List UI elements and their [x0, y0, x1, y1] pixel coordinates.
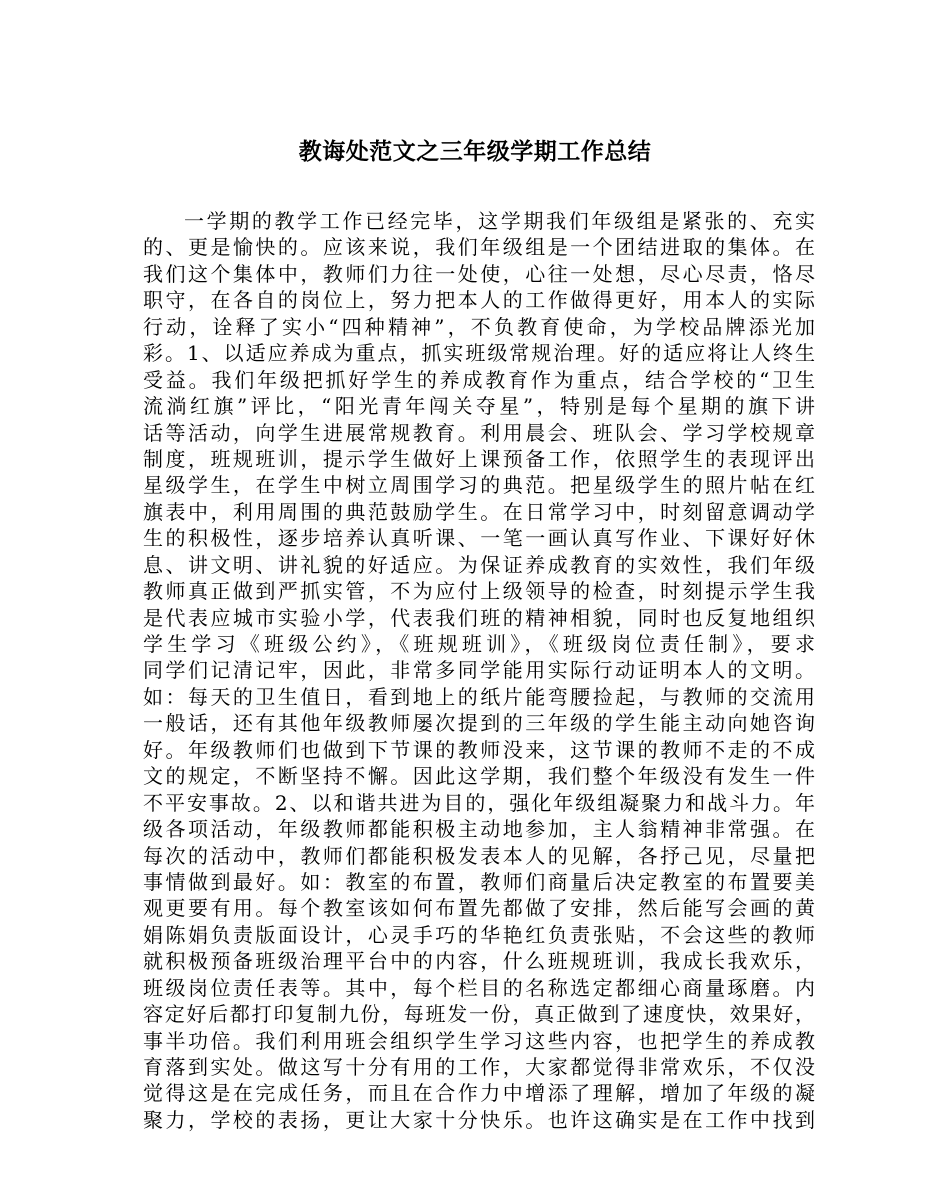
paragraph-line: 一学期的教学工作已经完毕，这学期我们年级组是紧张的、充实: [184, 209, 815, 233]
document-title: 教诲处范文之三年级学期工作总结: [298, 139, 652, 165]
document-body: [143, 208, 815, 1133]
paragraph-line: 星级学生，在学生中树立周围学习的典范。把星级学生的照片帖在红: [143, 473, 815, 498]
paragraph-line: 制度，班规班训，提示学生做好上课预备工作，依照学生的表现评出: [143, 446, 815, 471]
paragraph-line: 的、更是愉快的。应该来说，我们年级组是一个团结进取的集体。在: [143, 235, 815, 260]
paragraph-line: 行动，诠释了实小“四种精神”，不负教育使命，为学校品牌添光加: [143, 314, 815, 339]
paragraph-line: 聚力，学校的表扬，更让大家十分快乐。也许这确实是在工作中找到: [143, 1107, 815, 1132]
paragraph-line: 文的规定，不断坚持不懈。因此这学期，我们整个年级没有发生一件: [143, 764, 815, 789]
paragraph-line: 观更要有用。每个教室该如何布置先都做了安排，然后能写会画的黄: [143, 896, 815, 921]
paragraph-line: 事情做到最好。如：教室的布置，教师们商量后决定教室的布置要美: [143, 869, 815, 894]
paragraph-line: 我们这个集体中，教师们力往一处使，心往一处想，尽心尽责，恪尽: [143, 261, 815, 286]
paragraph-line: 觉得这是在完成任务，而且在合作力中增添了理解，增加了年级的凝: [143, 1081, 815, 1106]
paragraph-line: 事半功倍。我们利用班会组织学生学习这些内容，也把学生的养成教: [143, 1028, 815, 1053]
paragraph-line: 彩。1、以适应养成为重点，抓实班级常规治理。好的适应将让人终生: [143, 341, 815, 366]
paragraph-line: 容定好后都打印复制九份，每班发一份，真正做到了速度快，效果好，: [143, 1002, 815, 1027]
paragraph-line: 同学们记清记牢，因此，非常多同学能用实际行动证明本人的文明。: [143, 658, 815, 683]
paragraph-line: 如：每天的卫生值日，看到地上的纸片能弯腰捡起，与教师的交流用: [143, 684, 815, 709]
paragraph-line: 好。年级教师们也做到下节课的教师没来，这节课的教师不走的不成: [143, 737, 815, 762]
paragraph-line: 流淌红旗”评比，“阳光青年闯关夺星”，特别是每个星期的旗下讲: [143, 394, 815, 419]
paragraph-line: 育落到实处。做这写十分有用的工作，大家都觉得非常欢乐，不仅没: [143, 1055, 815, 1079]
paragraph-line: 不平安事故。2、以和谐共进为目的，强化年级组凝聚力和战斗力。年: [143, 790, 815, 815]
paragraph-line: 学生学习《班级公约》，《班规班训》，《班级岗位责任制》，要求: [143, 632, 815, 656]
paragraph-line: 每次的活动中，教师们都能积极发表本人的见解，各抒己见，尽量把: [143, 843, 815, 868]
paragraph-line: 级各项活动，年级教师都能积极主动地参加，主人翁精神非常强。在: [143, 817, 815, 842]
paragraph-line: 职守，在各自的岗位上，努力把本人的工作做得更好，用本人的实际: [143, 288, 815, 313]
paragraph-line: 教师真正做到严抓实管，不为应付上级领导的检查，时刻提示学生我: [143, 579, 815, 604]
paragraph-line: 是代表应城市实验小学，代表我们班的精神相貌，同时也反复地组织: [143, 605, 815, 630]
paragraph-line: 娟陈娟负责版面设计，心灵手巧的华艳红负责张贴，不会这些的教师: [143, 922, 815, 947]
paragraph-line: 话等活动，向学生进展常规教育。利用晨会、班队会、学习学校规章: [143, 420, 815, 445]
paragraph-line: 旗表中，利用周围的典范鼓励学生。在日常学习中，时刻留意调动学: [143, 499, 815, 524]
paragraph-line: 就积极预备班级治理平台中的内容，什么班规班训，我成长我欢乐，: [143, 949, 815, 974]
paragraph-line: 息、讲文明、讲礼貌的好适应。为保证养成教育的实效性，我们年级: [143, 552, 815, 577]
paragraph-line: 一般话，还有其他年级教师屡次提到的三年级的学生能主动向她咨询: [143, 711, 815, 736]
paragraph-line: 生的积极性，逐步培养认真听课、一笔一画认真写作业、下课好好休: [143, 526, 815, 551]
paragraph-line: 班级岗位责任表等。其中，每个栏目的名称选定都细心商量琢磨。内: [143, 975, 815, 1000]
paragraph-line: 受益。我们年级把抓好学生的养成教育作为重点，结合学校的“卫生: [143, 367, 815, 392]
